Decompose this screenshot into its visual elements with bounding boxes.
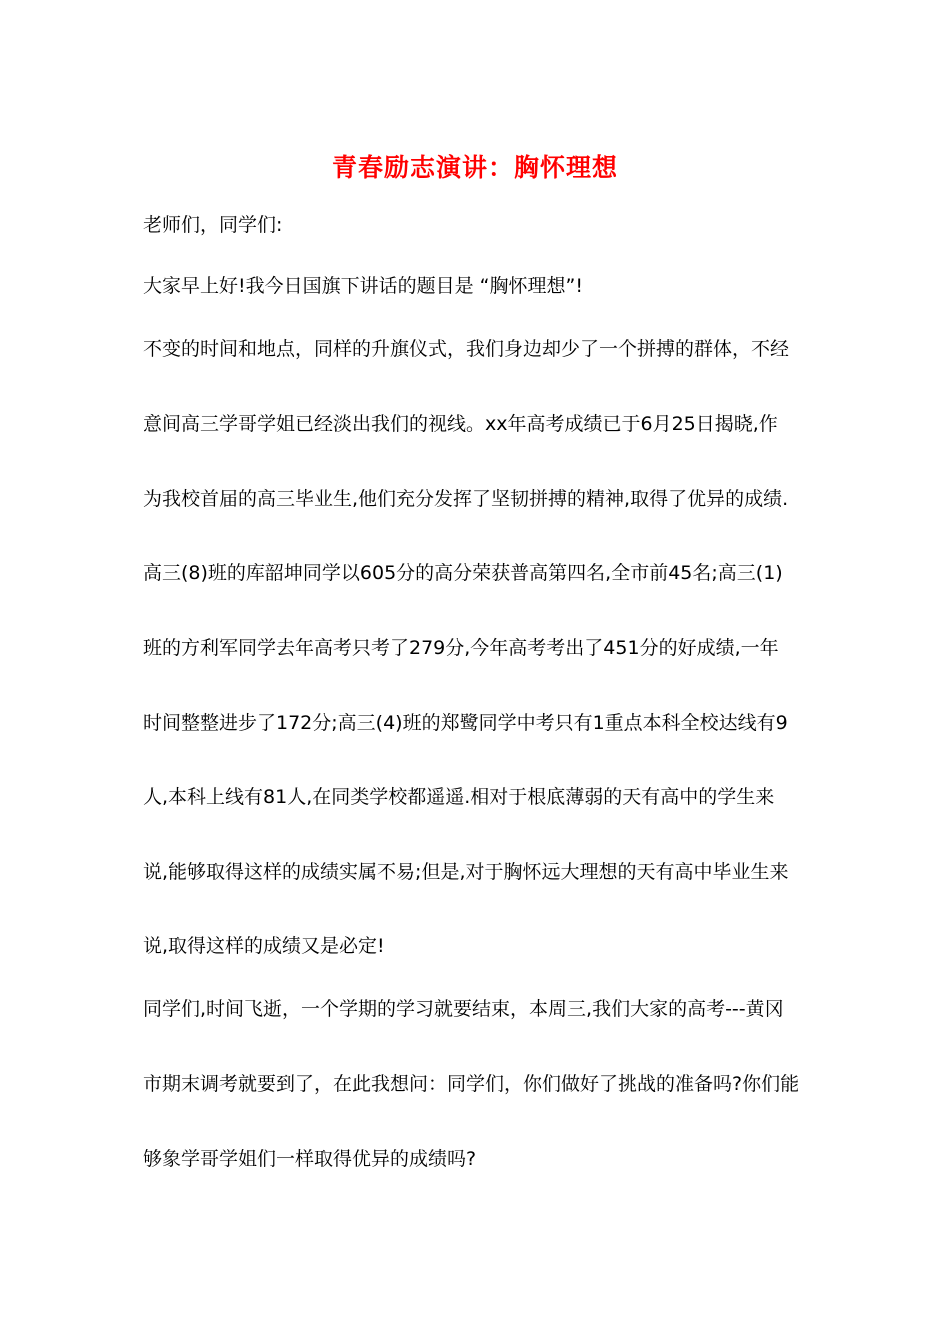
greeting-line: 大家早上好!我今日国旗下讲话的题目是 “胸怀理想”! — [143, 275, 583, 297]
salutation-line: 老师们，同学们: — [143, 214, 283, 236]
paragraph-line: 高三(8)班的库韶坤同学以605分的高分荣获普高第四名,全市前45名;高三(1) — [143, 562, 783, 584]
paragraph-line: 市期末调考就要到了，在此我想问：同学们，你们做好了挑战的准备吗?你们能 — [143, 1073, 800, 1095]
paragraph-line: 意间高三学哥学姐已经淡出我们的视线。xx年高考成绩已于6月25日揭晓,作 — [143, 413, 778, 435]
paragraph-line: 说,取得这样的成绩又是必定! — [143, 935, 385, 957]
paragraph-line: 为我校首届的高三毕业生,他们充分发挥了坚韧拼搏的精神,取得了优异的成绩. — [143, 488, 789, 510]
paragraph-line: 时间整整进步了172分;高三(4)班的郑鹭同学中考只有1重点本科全校达线有9 — [143, 712, 788, 734]
paragraph-line: 人,本科上线有81人,在同类学校都遥遥.相对于根底薄弱的天有高中的学生来 — [143, 786, 775, 808]
paragraph-line: 班的方利军同学去年高考只考了279分,今年高考考出了451分的好成绩,一年 — [143, 637, 779, 659]
paragraph-line: 同学们,时间飞逝，一个学期的学习就要结束，本周三,我们大家的高考---黄冈 — [143, 998, 784, 1020]
paragraph-line: 说,能够取得这样的成绩实属不易;但是,对于胸怀远大理想的天有高中毕业生来 — [143, 861, 789, 883]
document-title: 青春励志演讲：胸怀理想 — [331, 153, 618, 182]
paragraph-line: 不变的时间和地点，同样的升旗仪式，我们身边却少了一个拼搏的群体，不经 — [143, 338, 790, 360]
paragraph-line: 够象学哥学姐们一样取得优异的成绩吗? — [143, 1148, 477, 1170]
